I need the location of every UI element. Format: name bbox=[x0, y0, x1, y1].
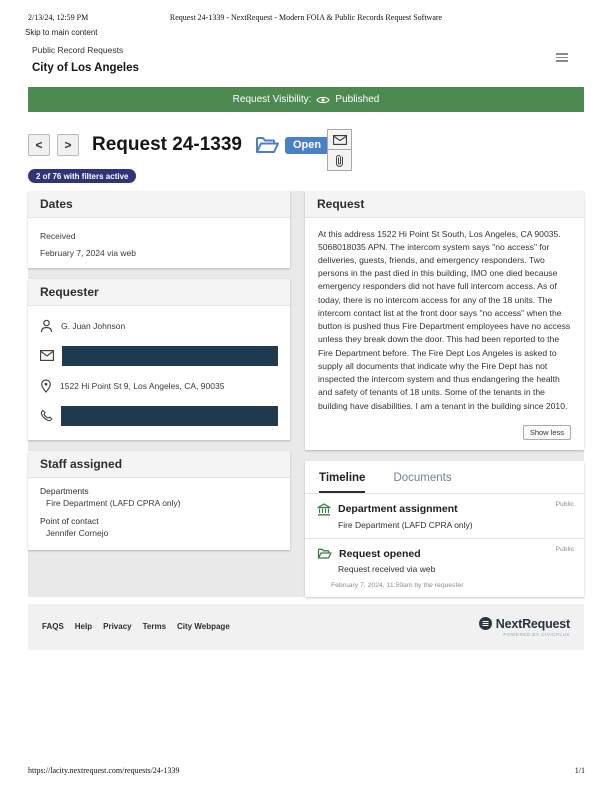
phone-icon bbox=[40, 409, 53, 422]
visibility-label: Request Visibility: bbox=[232, 94, 312, 105]
previous-request-button[interactable]: < bbox=[28, 134, 50, 156]
footer-link-terms[interactable]: Terms bbox=[142, 622, 167, 632]
visibility-status: Published bbox=[335, 94, 380, 105]
request-visibility-banner bbox=[28, 87, 584, 112]
staff-heading: Staff assigned bbox=[28, 451, 290, 478]
menu-icon[interactable] bbox=[556, 53, 568, 64]
timeline-tabs bbox=[305, 461, 584, 493]
redacted-email bbox=[62, 346, 278, 366]
site-footer bbox=[28, 604, 584, 650]
requester-email-row bbox=[40, 346, 278, 366]
request-card bbox=[305, 191, 584, 450]
footer-links bbox=[42, 622, 230, 631]
page-title: Request 24-1339 bbox=[92, 134, 242, 155]
requester-name-row bbox=[40, 319, 278, 333]
eye-icon bbox=[316, 95, 330, 105]
skip-to-content-link[interactable]: Skip to main content bbox=[25, 28, 98, 37]
requester-name: G. Juan Johnson bbox=[61, 320, 126, 331]
person-icon bbox=[40, 319, 53, 333]
event-title: Request opened bbox=[339, 547, 421, 560]
event-visibility: Public bbox=[555, 545, 574, 553]
powered-by-text: POWERED BY CIVICPLUS bbox=[503, 631, 570, 637]
requester-heading: Requester bbox=[28, 279, 290, 306]
filter-status-badge: 2 of 76 with filters active bbox=[28, 169, 136, 183]
departments-label: Departments bbox=[40, 485, 89, 496]
event-date: February 7, 2024, 11:59am by the requester bbox=[331, 581, 464, 589]
dates-card bbox=[28, 191, 290, 268]
show-less-button[interactable]: Show less bbox=[523, 425, 571, 440]
nextrequest-logo-icon bbox=[479, 617, 492, 630]
timeline-event-request-opened bbox=[305, 538, 584, 597]
email-button[interactable] bbox=[327, 129, 352, 150]
open-folder-icon-small bbox=[317, 548, 332, 560]
left-column bbox=[28, 191, 290, 561]
envelope-icon bbox=[40, 350, 54, 361]
received-value: February 7, 2024 via web bbox=[40, 247, 136, 258]
request-heading: Request bbox=[305, 191, 584, 218]
open-folder-icon bbox=[255, 136, 280, 155]
event-detail: Request received via web bbox=[338, 563, 436, 574]
next-request-button[interactable]: > bbox=[57, 134, 79, 156]
requester-card bbox=[28, 279, 290, 440]
bank-icon bbox=[317, 503, 331, 516]
requester-address-row bbox=[40, 379, 278, 393]
footer-link-privacy[interactable]: Privacy bbox=[103, 622, 132, 632]
print-datetime: 2/13/24, 12:59 PM bbox=[28, 13, 89, 22]
request-status-badge: Open bbox=[285, 137, 329, 154]
point-of-contact-label: Point of contact bbox=[40, 515, 99, 526]
right-column bbox=[305, 191, 584, 597]
tab-documents[interactable]: Documents bbox=[393, 471, 452, 484]
received-label: Received bbox=[40, 230, 76, 241]
timeline-card bbox=[305, 461, 584, 597]
timeline-event-department-assignment bbox=[305, 493, 584, 538]
staff-assigned-card bbox=[28, 451, 290, 550]
map-pin-icon bbox=[40, 379, 52, 393]
event-title: Department assignment bbox=[338, 503, 458, 516]
event-detail: Fire Department (LAFD CPRA only) bbox=[338, 519, 473, 530]
print-page-number: 1/1 bbox=[574, 766, 585, 775]
attachment-button[interactable] bbox=[327, 150, 352, 171]
request-description: At this address 1522 Hi Point St South, Los Angeles, CA 90035. 5068018035 APN. The intercom system says "no access" for deliveries, guests, friends, and emergency responders. Two persons in the past died in this building, IMO one died because emergency responders did not have full intercom access. As of today, there is no intercom access for any of the 18 units. The intercom contact list at the front door says "no access" when the button is pushed thus Fire Department employees have no access unless they break down the door. This had been reported to the Fire Department before. The Fire Dept Los Angeles is asked to supply all documents that indicate why the Fire Dept has not inspected the intercom system and thus endangering the health and safety of tenants of 18 units. Some of the tenants in the building have disabilities. I am a tenant in the building since 2010. bbox=[318, 228, 571, 411]
requester-address: 1522 Hi Point St 9, Los Angeles, CA, 90035 bbox=[60, 380, 225, 391]
event-visibility: Public bbox=[555, 500, 574, 508]
footer-link-faqs[interactable]: FAQS bbox=[42, 622, 64, 632]
requester-phone-row bbox=[40, 406, 278, 426]
tab-timeline[interactable]: Timeline bbox=[319, 472, 365, 493]
content-columns bbox=[28, 191, 584, 597]
city-title: City of Los Angeles bbox=[32, 62, 139, 74]
dates-heading: Dates bbox=[28, 191, 290, 218]
request-action-buttons bbox=[327, 129, 352, 171]
department-value: Fire Department (LAFD CPRA only) bbox=[46, 497, 181, 508]
site-name: Public Record Requests bbox=[32, 45, 124, 55]
brand-name: NextRequest bbox=[495, 616, 570, 631]
request-title-row bbox=[28, 132, 584, 158]
point-of-contact-value: Jennifer Cornejo bbox=[46, 527, 109, 538]
print-document-title: Request 24-1339 - NextRequest - Modern FOIA & Public Records Request Software bbox=[169, 13, 443, 22]
nextrequest-logo bbox=[479, 617, 570, 637]
footer-link-help[interactable]: Help bbox=[74, 622, 93, 632]
footer-link-city-webpage[interactable]: City Webpage bbox=[177, 622, 230, 632]
print-url: https://lacity.nextrequest.com/requests/24-1339 bbox=[28, 766, 180, 775]
redacted-phone bbox=[61, 406, 278, 426]
